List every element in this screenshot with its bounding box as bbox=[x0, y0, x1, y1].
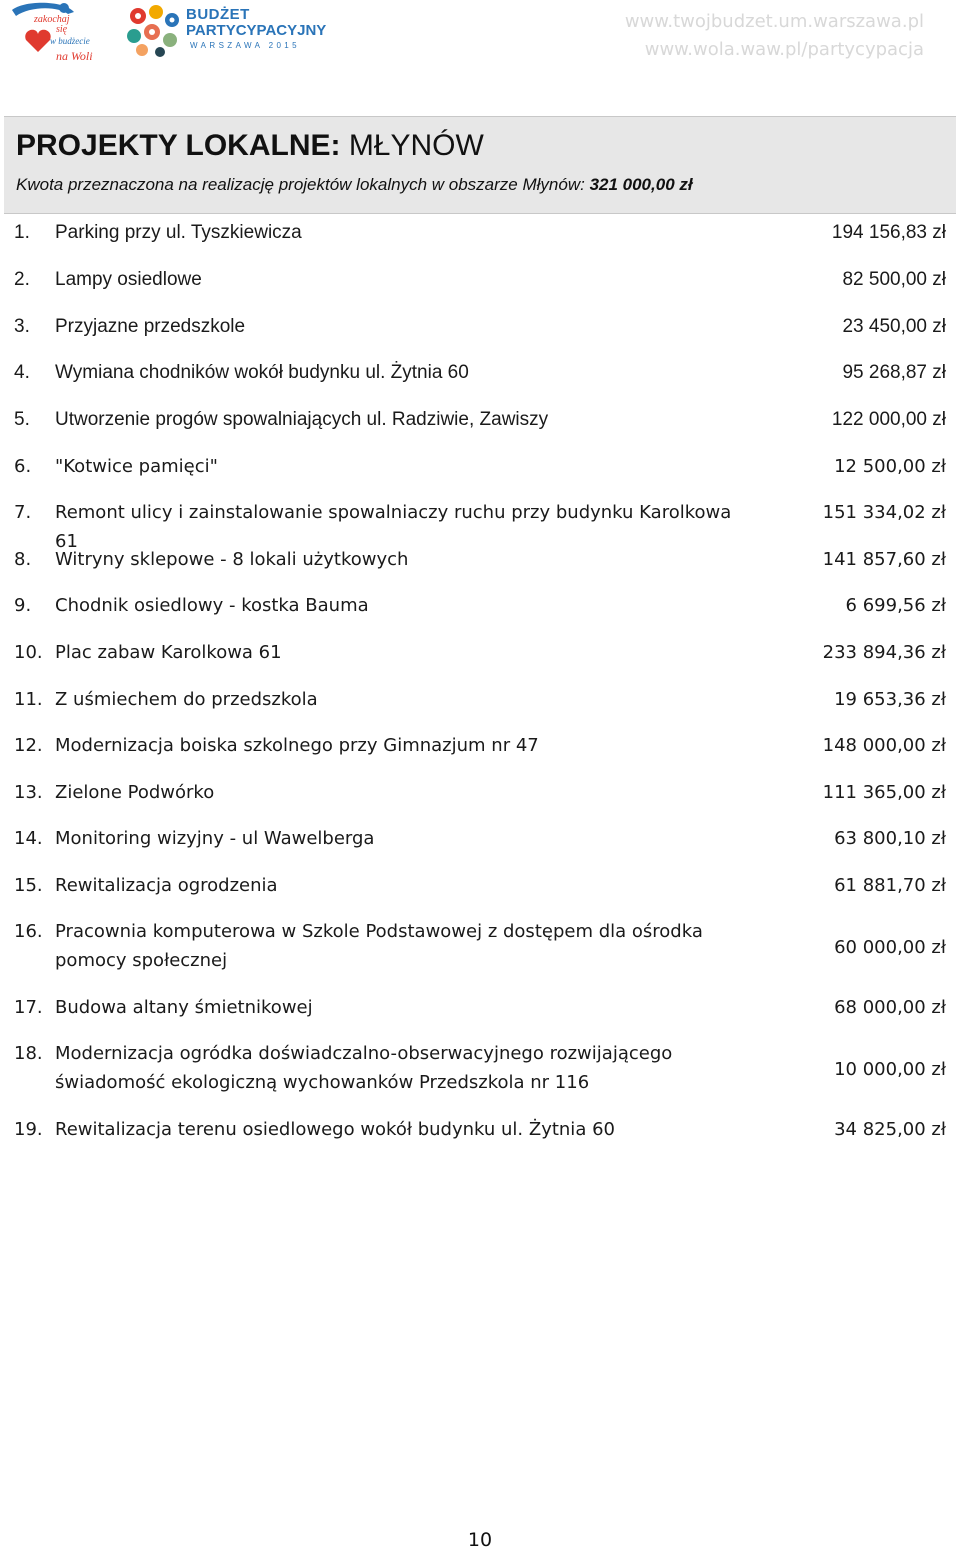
logo-text-line1: zakochaj bbox=[34, 14, 70, 25]
project-amount: 63 800,10 zł bbox=[834, 828, 946, 849]
total-budget-amount: 321 000,00 zł bbox=[589, 175, 693, 194]
project-name: Rewitalizacja ogrodzenia bbox=[55, 875, 278, 896]
project-name: Utworzenie progów spowalniających ul. Radziwie, Zawiszy bbox=[55, 409, 549, 430]
project-amount: 95 268,87 zł bbox=[842, 362, 946, 383]
project-number: 9. bbox=[14, 595, 32, 616]
project-name: Rewitalizacja terenu osiedlowego wokół budynku ul. Żytnia 60 bbox=[55, 1119, 615, 1140]
url-wola: www.wola.waw.pl/partycypacja bbox=[644, 39, 924, 60]
project-amount: 61 881,70 zł bbox=[834, 875, 946, 896]
project-amount: 122 000,00 zł bbox=[831, 409, 946, 430]
project-amount: 148 000,00 zł bbox=[822, 735, 946, 756]
budzet-subtitle: PARTYCYPACYJNY bbox=[186, 22, 327, 39]
project-amount: 12 500,00 zł bbox=[834, 456, 946, 477]
project-amount: 6 699,56 zł bbox=[845, 595, 946, 616]
project-amount: 233 894,36 zł bbox=[822, 642, 946, 663]
project-name: Z uśmiechem do przedszkola bbox=[55, 689, 318, 710]
project-number: 8. bbox=[14, 549, 32, 570]
project-name: Pracownia komputerowa w Szkole Podstawowej z dostępem dla ośrodka pomocy społecznej bbox=[55, 921, 703, 971]
project-number: 11. bbox=[14, 689, 43, 710]
project-number: 2. bbox=[14, 269, 30, 290]
logo-zakochaj-sie-w-budzecie-na-woli bbox=[4, 0, 104, 74]
subtitle-text: Kwota przeznaczona na realizację projektów lokalnych w obszarze Młynów: bbox=[16, 175, 590, 194]
flower-pattern-icon bbox=[124, 2, 184, 58]
logo-text-line3: w budżecie bbox=[50, 36, 90, 46]
project-number: 12. bbox=[14, 735, 43, 756]
project-number: 14. bbox=[14, 828, 43, 849]
project-number: 3. bbox=[14, 316, 30, 337]
project-amount: 141 857,60 zł bbox=[822, 549, 946, 570]
project-number: 16. bbox=[14, 921, 43, 942]
project-name: Witryny sklepowe - 8 lokali użytkowych bbox=[55, 549, 409, 570]
project-amount: 82 500,00 zł bbox=[842, 269, 946, 290]
project-name: Modernizacja boiska szkolnego przy Gimnazjum nr 47 bbox=[55, 735, 539, 756]
project-name: Plac zabaw Karolkowa 61 bbox=[55, 642, 282, 663]
budzet-city-year: WARSZAWA 2015 bbox=[190, 41, 300, 50]
project-name: Monitoring wizyjny - ul Wawelberga bbox=[55, 828, 375, 849]
project-amount: 194 156,83 zł bbox=[831, 222, 946, 243]
project-name: Zielone Podwórko bbox=[55, 782, 215, 803]
project-amount: 68 000,00 zł bbox=[834, 997, 946, 1018]
url-twojbudzet: www.twojbudzet.um.warszawa.pl bbox=[624, 11, 924, 32]
project-amount: 10 000,00 zł bbox=[834, 1059, 946, 1080]
project-name: Modernizacja ogródka doświadczalno-obserwacyjnego rozwijającego świadomość ekologiczną wychowanków Przedszkola nr 116 bbox=[55, 1043, 673, 1093]
project-name: Remont ulicy i zainstalowanie spowalniaczy ruchu przy budynku Karolkowa 61 bbox=[55, 502, 732, 552]
project-amount: 151 334,02 zł bbox=[822, 502, 946, 523]
project-number: 17. bbox=[14, 997, 43, 1018]
project-amount: 19 653,36 zł bbox=[834, 689, 946, 710]
project-number: 15. bbox=[14, 875, 43, 896]
project-name: Lampy osiedlowe bbox=[55, 269, 202, 290]
project-amount: 23 450,00 zł bbox=[842, 316, 946, 337]
title-bold-part: PROJEKTY LOKALNE: bbox=[16, 129, 341, 162]
page-header bbox=[0, 0, 960, 80]
project-name: Chodnik osiedlowy - kostka Bauma bbox=[55, 595, 369, 616]
project-name: Budowa altany śmietnikowej bbox=[55, 997, 313, 1018]
project-number: 10. bbox=[14, 642, 43, 663]
page-number: 10 bbox=[467, 1529, 493, 1551]
project-name: Wymiana chodników wokół budynku ul. Żytnia 60 bbox=[55, 362, 469, 383]
project-name: "Kotwice pamięci" bbox=[55, 456, 218, 477]
logo-text-line4: na Woli bbox=[56, 49, 93, 63]
page-title bbox=[16, 129, 484, 163]
project-number: 6. bbox=[14, 456, 32, 477]
project-number: 4. bbox=[14, 362, 30, 383]
logo-text-line2: się bbox=[56, 24, 68, 35]
project-amount: 60 000,00 zł bbox=[834, 937, 946, 958]
project-amount: 34 825,00 zł bbox=[834, 1119, 946, 1140]
project-number: 1. bbox=[14, 222, 30, 243]
project-number: 5. bbox=[14, 409, 30, 430]
project-name: Parking przy ul. Tyszkiewicza bbox=[55, 222, 302, 243]
project-number: 13. bbox=[14, 782, 43, 803]
logo-budzet-partycypacyjny bbox=[124, 2, 327, 58]
heart-logo-icon bbox=[4, 0, 104, 74]
budzet-title: BUDŻET bbox=[186, 6, 250, 23]
header-urls bbox=[625, 8, 924, 64]
title-district: MŁYNÓW bbox=[340, 129, 484, 162]
section-banner bbox=[4, 116, 956, 214]
project-name: Przyjazne przedszkole bbox=[55, 316, 246, 337]
project-number: 18. bbox=[14, 1043, 43, 1064]
project-number: 7. bbox=[14, 502, 32, 523]
project-number: 19. bbox=[14, 1119, 43, 1140]
project-amount: 111 365,00 zł bbox=[822, 782, 946, 803]
budget-subtitle bbox=[16, 175, 693, 195]
